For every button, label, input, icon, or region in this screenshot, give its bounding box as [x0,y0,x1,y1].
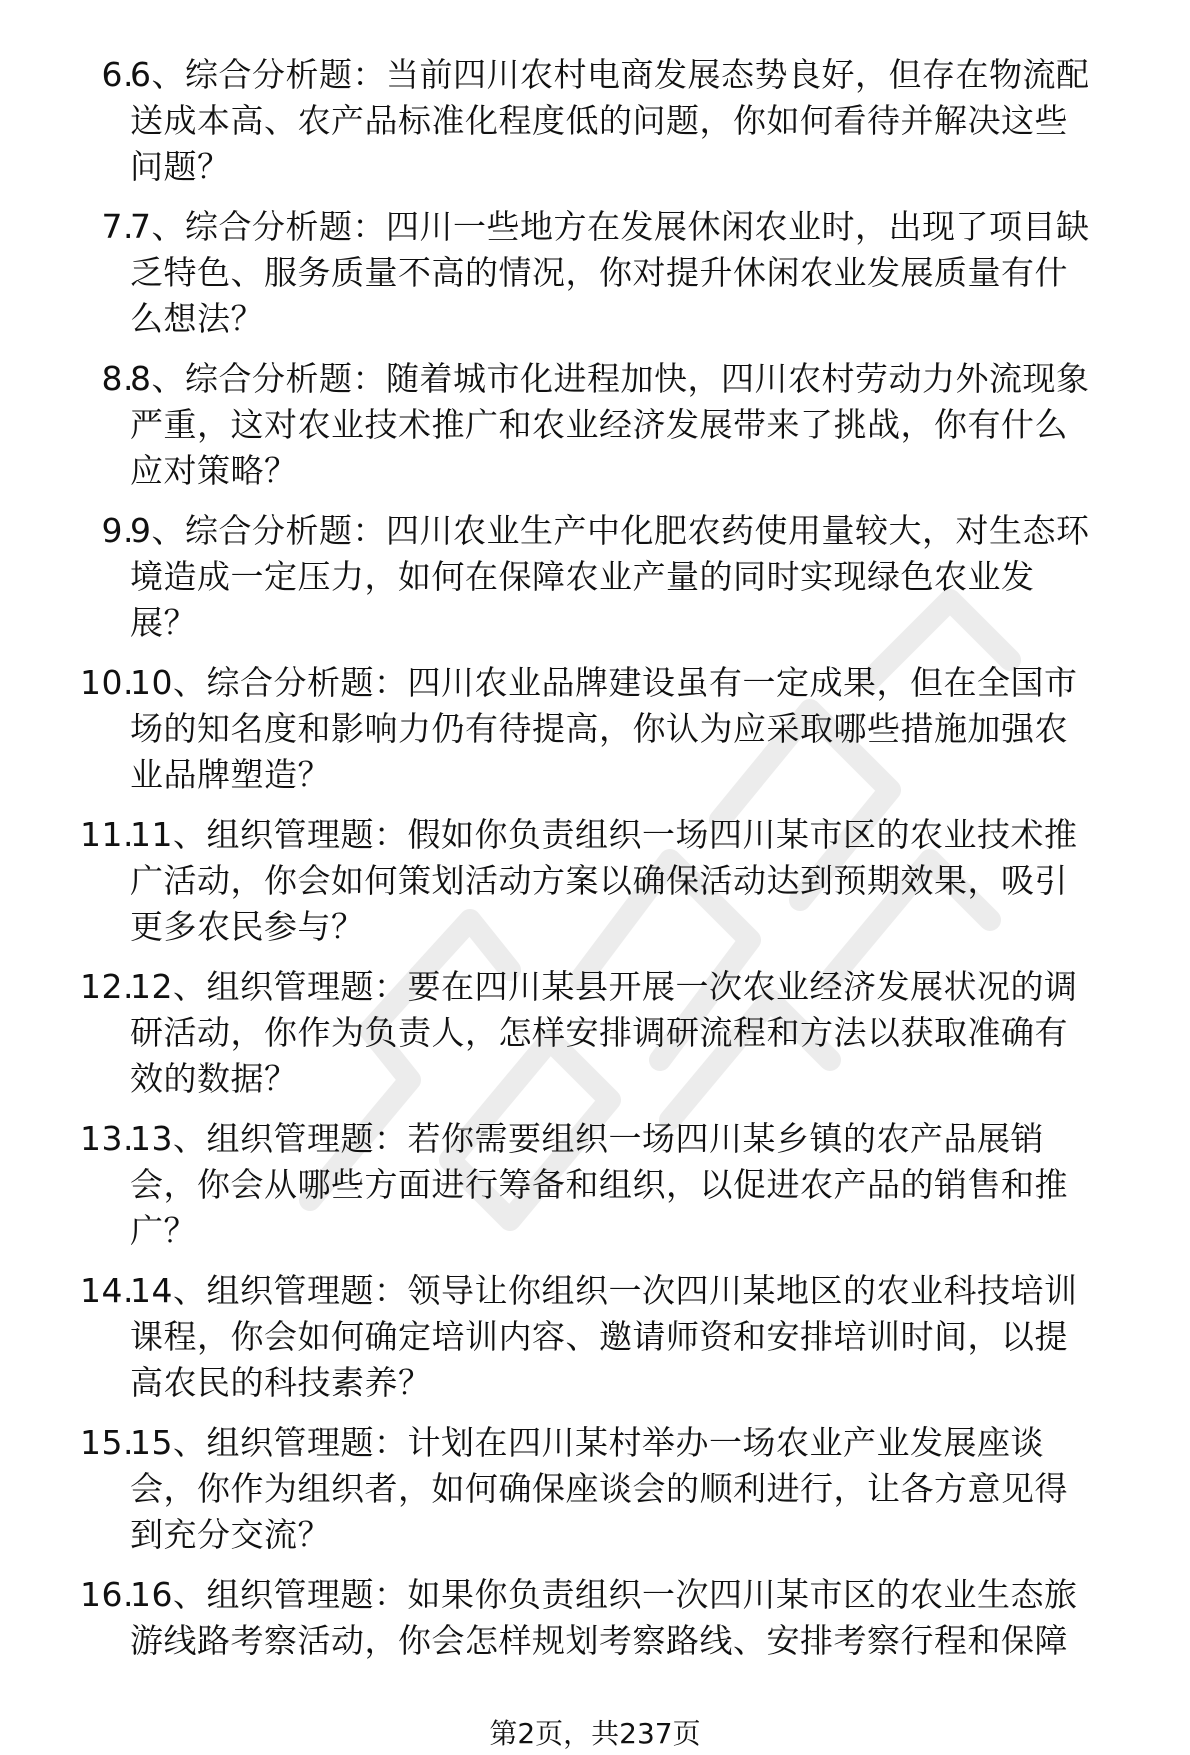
question-text-line: 研活动，你作为负责人，怎样安排调研流程和方法以获取准确有 [130,1013,1068,1052]
question-text-line: 效的数据？ [130,1059,298,1098]
question-text-line: 广活动，你会如何策划活动方案以确保活动达到预期效果，吸引 [130,861,1068,900]
question-text [130,1116,1170,1254]
question-number: 9. [101,511,134,550]
question-text-line: 11、组织管理题：假如你负责组织一场四川某市区的农业技术推 [130,815,1078,854]
question-text [130,660,1170,798]
question-text-line: 8、综合分析题：随着城市化进程加快，四川农村劳动力外流现象 [130,359,1090,398]
question-item [0,356,1190,508]
question-text-line: 应对策略？ [130,451,298,490]
question-item [0,812,1190,964]
question-number: 15. [80,1423,134,1462]
question-text-line: 到充分交流？ [130,1515,331,1554]
question-item [0,52,1190,204]
question-text-line: 广？ [130,1211,197,1250]
question-item [0,508,1190,660]
question-text-line: 问题？ [130,147,231,186]
question-text-line: 境造成一定压力，如何在保障农业产量的同时实现绿色农业发 [130,557,1035,596]
question-text-line: 10、综合分析题：四川农业品牌建设虽有一定成果，但在全国市 [130,663,1078,702]
question-text [130,1268,1170,1406]
question-number: 7. [101,207,134,246]
question-text [130,356,1170,494]
question-number: 6. [101,55,134,94]
question-number: 10. [80,663,134,702]
question-item [0,1116,1190,1268]
question-text-line: 严重，这对农业技术推广和农业经济发展带来了挑战，你有什么 [130,405,1068,444]
question-text-line: 7、综合分析题：四川一些地方在发展休闲农业时，出现了项目缺 [130,207,1090,246]
question-text [130,52,1170,190]
question-list [0,52,1190,1724]
question-number: 14. [80,1271,134,1310]
question-text-line: 课程，你会如何确定培训内容、邀请师资和安排培训时间，以提 [130,1317,1068,1356]
question-text-line: 会，你作为组织者，如何确保座谈会的顺利进行，让各方意见得 [130,1469,1068,1508]
question-text-line: 么想法？ [130,299,264,338]
question-text-line: 6、综合分析题：当前四川农村电商发展态势良好，但存在物流配 [130,55,1090,94]
question-item [0,1268,1190,1420]
question-text-line: 15、组织管理题：计划在四川某村举办一场农业产业发展座谈 [130,1423,1044,1462]
question-item [0,1420,1190,1572]
question-text-line: 展？ [130,603,197,642]
question-text [130,964,1170,1102]
question-text [130,1572,1170,1664]
question-text [130,508,1170,646]
question-item [0,660,1190,812]
page-number: 第2页，共237页 [489,1717,701,1750]
question-number: 8. [101,359,134,398]
question-item [0,1572,1190,1724]
question-text-line: 9、综合分析题：四川农业生产中化肥农药使用量较大，对生态环 [130,511,1090,550]
question-text-line: 业品牌塑造？ [130,755,331,794]
question-text [130,204,1170,342]
question-text-line: 乏特色、服务质量不高的情况，你对提升休闲农业发展质量有什 [130,253,1068,292]
question-text-line: 更多农民参与？ [130,907,365,946]
question-text [130,812,1170,950]
question-text-line: 游线路考察活动，你会怎样规划考察路线、安排考察行程和保障 [130,1621,1068,1660]
question-number: 12. [80,967,134,1006]
question-text-line: 14、组织管理题：领导让你组织一次四川某地区的农业科技培训 [130,1271,1078,1310]
question-text-line: 12、组织管理题：要在四川某县开展一次农业经济发展状况的调 [130,967,1078,1006]
question-text-line: 13、组织管理题：若你需要组织一场四川某乡镇的农产品展销 [130,1119,1044,1158]
question-number: 13. [80,1119,134,1158]
question-text-line: 会，你会从哪些方面进行筹备和组织，以促进农产品的销售和推 [130,1165,1068,1204]
question-number: 16. [80,1575,134,1614]
question-text [130,1420,1170,1558]
question-text-line: 16、组织管理题：如果你负责组织一次四川某市区的农业生态旅 [130,1575,1078,1614]
question-number: 11. [80,815,134,854]
question-item [0,964,1190,1116]
question-text-line: 高农民的科技素养？ [130,1363,432,1402]
question-text-line: 场的知名度和影响力仍有待提高，你认为应采取哪些措施加强农 [130,709,1068,748]
question-text-line: 送成本高、农产品标准化程度低的问题，你如何看待并解决这些 [130,101,1068,140]
question-item [0,204,1190,356]
